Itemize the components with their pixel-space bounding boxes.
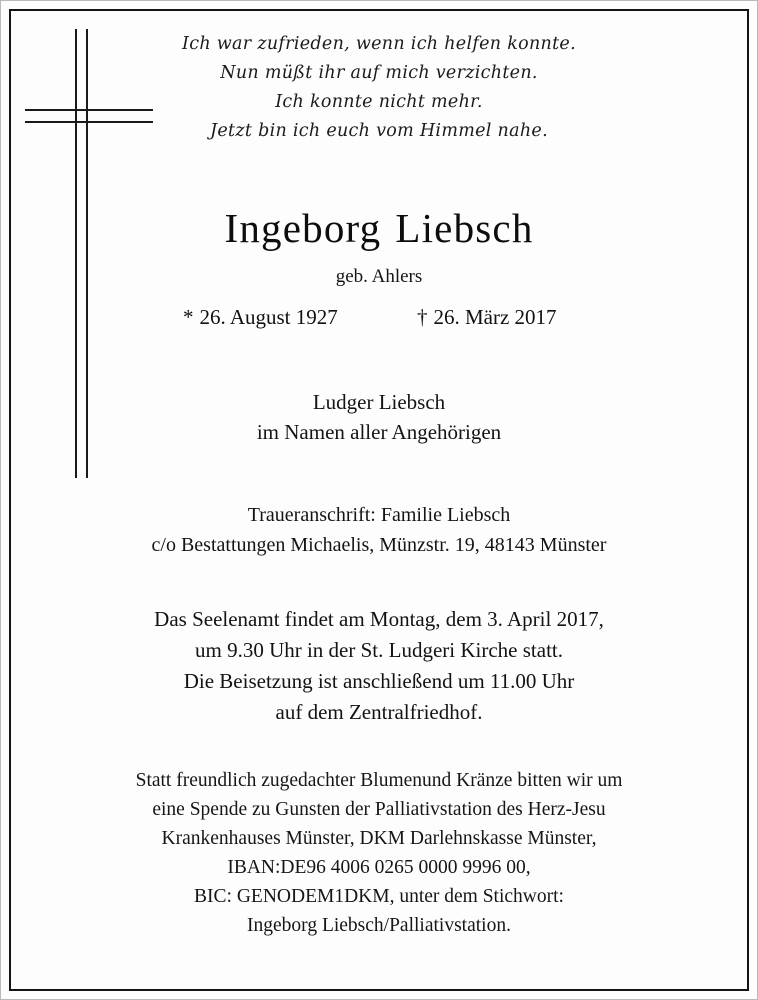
deceased-first-name: Ingeborg	[224, 205, 382, 251]
verse-line: Jetzt bin ich euch vom Himmel nahe.	[210, 121, 548, 141]
donation-request-block	[12, 766, 746, 940]
memorial-verse	[12, 12, 746, 146]
address-line: c/o Bestattungen Michaelis, Münzstr. 19, 48143 Münster	[151, 534, 607, 556]
birth-date-value: 26. August 1927	[199, 305, 338, 329]
death-date-value: 26. März 2017	[433, 305, 557, 329]
mourner-name: Ludger Liebsch	[312, 390, 446, 414]
deceased-name	[12, 205, 746, 251]
life-dates	[12, 305, 746, 330]
verse-line: Ich konnte nicht mehr.	[275, 92, 483, 112]
maiden-name: geb. Ahlers	[335, 266, 423, 287]
donation-line: Statt freundlich zugedachter Blumenund Kränze bitten wir um	[135, 770, 623, 791]
donation-bic: BIC: GENODEM1DKM, unter dem Stichwort:	[194, 886, 564, 907]
address-line: Traueranschrift: Familie Liebsch	[247, 504, 511, 526]
birth-date	[149, 305, 379, 330]
service-line: auf dem Zentralfriedhof.	[275, 700, 483, 724]
mourners-block	[12, 387, 746, 447]
condolence-address-block	[12, 500, 746, 560]
verse-line: Ich war zufrieden, wenn ich helfen konnte.	[182, 34, 576, 54]
service-line: Das Seelenamt findet am Montag, dem 3. April 2017,	[154, 607, 604, 631]
service-line: um 9.30 Uhr in der St. Ludgeri Kirche statt.	[194, 638, 563, 662]
birth-star-icon: *	[183, 305, 194, 329]
service-line: Die Beisetzung ist anschließend um 11.00 Uhr	[183, 669, 575, 693]
death-cross-icon: †	[417, 305, 428, 329]
donation-iban: IBAN:DE96 4006 0265 0000 9996 00,	[227, 857, 531, 878]
verse-line: Nun müßt ihr auf mich verzichten.	[220, 63, 538, 83]
donation-reference: Ingeborg Liebsch/Palliativstation.	[247, 915, 511, 936]
donation-line: eine Spende zu Gunsten der Palliativstation des Herz-Jesu	[152, 799, 606, 820]
mourners-collective: im Namen aller Angehörigen	[256, 420, 502, 444]
deceased-last-name: Liebsch	[395, 205, 534, 251]
donation-line: Krankenhauses Münster, DKM Darlehnskasse Münster,	[161, 828, 597, 849]
funeral-service-block	[12, 604, 746, 728]
death-date	[379, 305, 609, 330]
